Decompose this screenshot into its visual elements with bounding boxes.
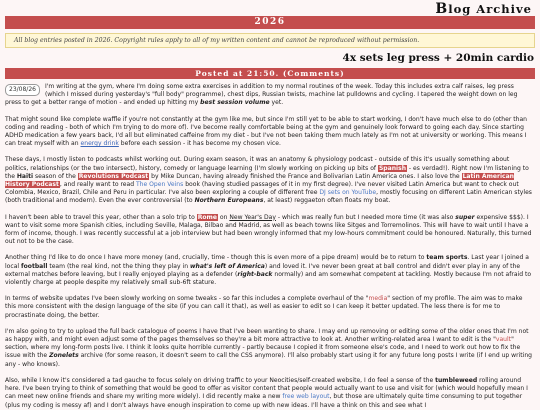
text: team (the real kind, not the thing they play in xyxy=(47,262,190,270)
year-bar: 2026 xyxy=(5,16,535,29)
dj-sets-link[interactable]: DJ sets on YouTube xyxy=(319,189,377,197)
open-veins-link[interactable]: The Open Veins xyxy=(135,181,184,189)
team-sports-bold: team sports xyxy=(426,254,468,262)
paragraph-7 xyxy=(5,328,534,369)
latin-american-history-podcast-highlight: Latin American History Podcast xyxy=(5,172,514,189)
site-title-rest: log Archive xyxy=(448,2,532,16)
text: on xyxy=(217,213,230,221)
text: , at least) reggaeton often floats my boat. xyxy=(263,197,391,205)
haiti-bold: Haiti xyxy=(16,172,34,180)
paragraph-1 xyxy=(5,83,534,108)
date-badge: 23/08/26 xyxy=(5,84,40,96)
new-years-day-link[interactable]: New Year's Day xyxy=(229,213,276,221)
paragraph-5 xyxy=(5,254,534,287)
text: rolling around here. I've been trying to think of something that would be good to offer as visitor content that people would actually want to use and visit for (which would hopefully mean I can meet new online friends and share my writing more widely). I did recently make a new xyxy=(5,376,528,401)
text: expensive $$$). I want to visit some more Spanish cities, including Seville, Malaga, Bilbao and Madrid, as well as beach towns like Sitges and Torremolinos. This will have to wait until I have a form of income, though. I was recently successful at a job interview but had been wrongly informed that my low-hours commitment could be honoured. Naturally, this turned out not to be the case. xyxy=(5,213,532,246)
post-meta-bar[interactable] xyxy=(5,68,535,79)
energy-drink-link[interactable]: energy drink xyxy=(80,140,119,148)
text: , but those are ultimately quite time consuming to put together (plus my coding is messy af) and I don't always have enough inspiration to come up with new ideas. I'll have a think on this and see what I xyxy=(5,393,523,409)
emphasis: best session volume xyxy=(200,99,270,107)
text: season of the xyxy=(33,172,78,180)
text: archive (for some reason, it doesn't seem to call the CSS anymore). I'll also probably start using it for any future long posts I write (if I end up writing any - who knows). xyxy=(5,352,533,368)
emphasis: super xyxy=(455,213,475,221)
text: I haven't been able to travel this year, other than a solo trip to xyxy=(5,213,197,221)
text: In terms of website updates I've been slowly working on some tweaks - so far this includes a complete overhaul of the " xyxy=(5,295,369,303)
post-timestamp: Posted at 21:50. (Comments) xyxy=(195,69,345,78)
text: book (having studied passages of it in my first degree). I've never visited Latin America but want to check out Colombia, Mexico, Brazil, Chile and Peru in particular. I've also been exploring a couple of different free xyxy=(5,181,519,197)
paragraph-4 xyxy=(5,214,534,247)
post-title: 4x sets leg press + 20min cardio xyxy=(342,52,534,64)
site-header xyxy=(0,0,540,16)
text: - es verdad!). Right now I'm listening to the xyxy=(5,164,529,180)
media-link[interactable]: media xyxy=(368,295,388,303)
tumbleweed-bold: tumbleweed xyxy=(435,376,478,384)
text: I'm also going to try to upload the full back catalogue of poems I have that I've been wanting to share. I may end up removing or editing some of the older ones that I'm not as happy with, and might even adjust some of the pages themselves so they're a bit more attractive to look at. Another writing-related area I want to edit is the " xyxy=(5,327,529,344)
rome-highlight: Rome xyxy=(197,213,217,221)
site-title[interactable] xyxy=(435,1,532,17)
text: . Last year I joined a local xyxy=(5,254,529,270)
text: normally) and am somewhat competent at tackling. Mostly because I'm not afraid to violently charge at people despite my relatively small sub-6ft stature. xyxy=(5,270,532,287)
text: , mostly focusing on different Latin American styles (both traditional and modern). Even the ever controversial (to xyxy=(5,189,532,205)
text: That might sound like complete waffle if you're not constantly at the gym like me, but since I'm still yet to be able to start working, I don't have much else to do (other than coding and reading - both of which I'm trying to do more of). I've become really comfortable being at the gym and genuinely look forward to going each day. Since starting ADHD medication a few years back, I'd all but eliminated caffeine from my diet - but I've not been taking them much lately as I'm not at university or working. This means I can treat myself with an xyxy=(5,115,528,148)
emphasis: right-back xyxy=(237,270,273,278)
revolutions-podcast-highlight: Revolutions Podcast xyxy=(78,172,149,180)
spanish-highlight: Spanish xyxy=(378,164,406,172)
text: before each session - it has become my chosen vice. xyxy=(118,140,281,148)
post-body xyxy=(5,83,534,410)
emphasis: Zonelets xyxy=(49,352,79,360)
vault-link[interactable]: vault xyxy=(495,336,512,344)
site-title-initial: B xyxy=(435,1,449,17)
paragraph-3 xyxy=(5,156,534,205)
paragraph-2 xyxy=(5,116,534,149)
text: " section of my profile. The aim was to make this more consistent with the design language of the site (if you can call it that), as well as easier to edit so I can keep it better updated. The less there is for me to procrastinate doing, the better. xyxy=(5,295,523,319)
text: by Mike Duncan, having already finished the France and Bolivarian Latin America ones. I also love the xyxy=(149,172,462,180)
emphasis: what's left of America xyxy=(189,262,265,270)
text: " section, where my long-form posts live. I think it looks quite horrible currently - partly because I copied it from someone else's code, and I need to work out how to fix the issue with the xyxy=(5,336,521,360)
text: yet. xyxy=(269,99,284,107)
text: These days, I mostly listen to podcasts whilst working out. During exam season, it was an anatomy & physiology podcast - outside of this it's usually something about politics, relationships (or the two intersect), history, comedy or language learning (I'm slowly working on picking up bits of xyxy=(5,156,510,172)
copyright-notice: All blog entries posted in 2026. Copyright rules apply to all of my written content and cannot be reproduced without permission. xyxy=(5,33,535,48)
text: Another thing I'd like to do once I have more money (and, crucially, time - though this is even more of a pipe dream) would be to return to xyxy=(5,254,427,262)
emphasis: Northern Europeans xyxy=(194,197,264,205)
text: I'm writing at the gym, where I'm doing some extra exercises in addition to my normal routines of the week. Today this includes extra calf raises, leg press (which I missed during yesterday's "full body" programme), chest dips, Russian twists, machine lat pulldowns and cycling. I tapered the weight down on leg press to get a better range of motion - and ended up hitting my xyxy=(5,83,518,107)
football-bold: football xyxy=(21,262,48,270)
text: Also, while I know it's considered a tad gauche to focus solely on driving traffic to your Neocities/self-created website, I do feel a sense of the xyxy=(5,376,436,384)
paragraph-6 xyxy=(5,295,534,320)
text: ) and loved it. I've never been great at ball control and didn't ever play in any of the external matches before leaving, but I really enjoyed playing as a defender ( xyxy=(5,262,521,278)
text: - which was really fun but I needed more time (it was also xyxy=(275,213,456,221)
text: , and really want to read xyxy=(59,181,136,189)
free-web-layout-link[interactable]: free web layout xyxy=(282,393,330,401)
